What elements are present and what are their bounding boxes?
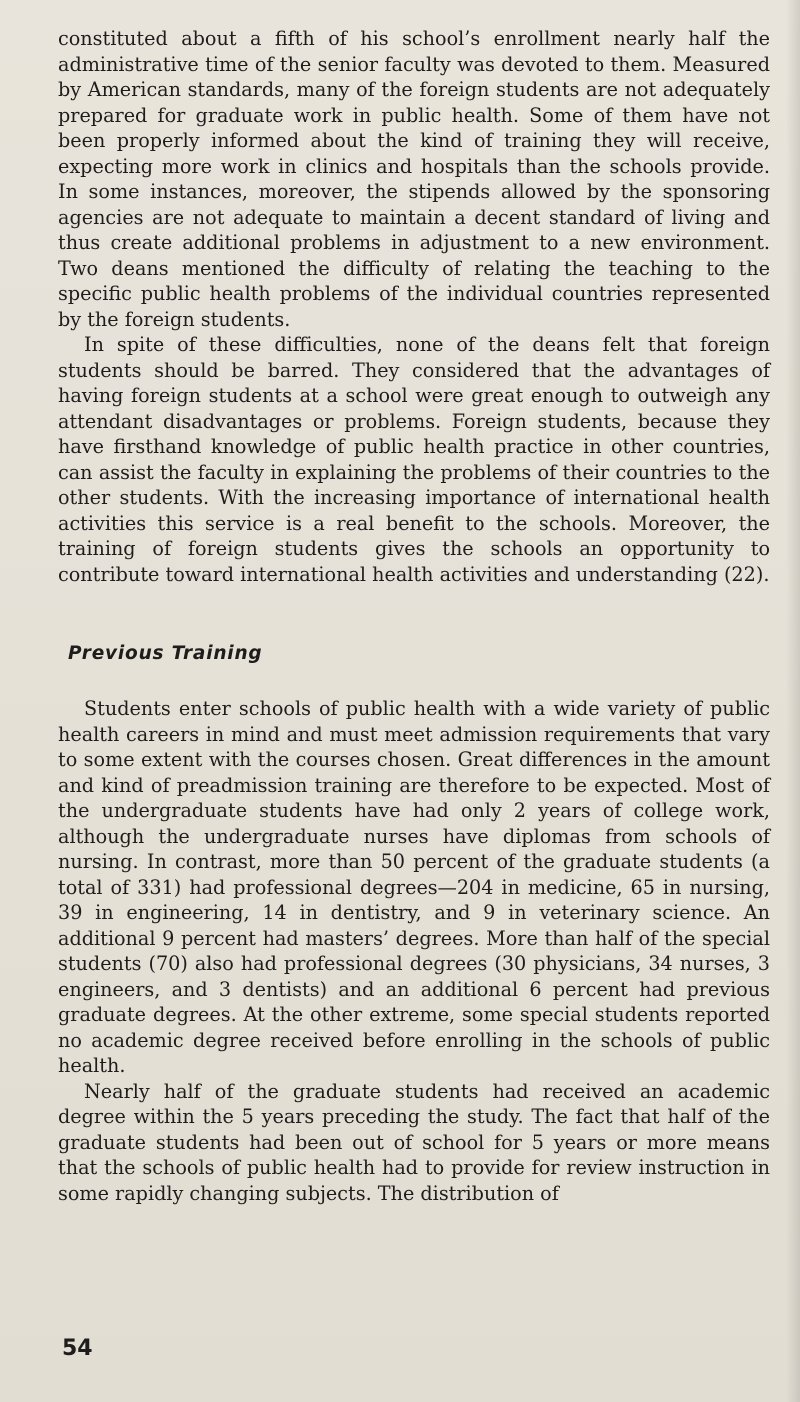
page-edge-shadow [786,0,800,1402]
paragraph-foreign-students-problems: constituted about a fifth of his school’s enrollment nearly half the administrative time of the senior faculty was devoted to them. Measured by American standards, many of the foreign students are not adequately prepared for graduate work in public health. Some of them have not been properly informed about the kind of training they will receive, expecting more work in clinics and hospitals than the schools provide. In some instances, moreover, the stipends allowed by the sponsoring agencies are not adequate to maintain a decent standard of living and thus create additional problems in adjustment to a new environment. Two deans mentioned the difficulty of relating the teaching to the specific public health problems of the individual countries represented by the foreign students. [58,27,770,331]
bottom-text-block [58,696,770,1206]
paragraph-foreign-students-advantages: In spite of these difficulties, none of the deans felt that foreign students should be barred. They considered that the advantages of having foreign students at a school were great enough to outweigh any attendant disadvantages or problems. Foreign students, because they have firsthand knowledge of public health practice in other countries, can assist the faculty in explaining the problems of their countries to the other students. With the increasing importance of international health activities this service is a real benefit to the schools. Moreover, the training of foreign students gives the schools an opportunity to contribute toward international health activities and understanding (22). [58,333,770,586]
top-text-block [58,26,770,587]
paragraph-recent-degrees: Nearly half of the graduate students had received an academic degree within the 5 years preceding the study. The fact that half of the graduate students had been out of school for 5 years or more means that the schools of public health had to provide for review instruction in some rapidly changing subjects. The distribution of [58,1079,770,1205]
page-number: 54 [62,1336,93,1361]
paragraph-admission-training: Students enter schools of public health with a wide variety of public health careers in mind and must meet admission requirements that vary to some extent with the courses chosen. Great differences in the amount and kind of preadmission training are therefore to be expected. Most of the undergraduate students have had only 2 years of college work, although the undergraduate nurses have diplomas from schools of nursing. In contrast, more than 50 percent of the graduate students (a total of 331) had professional degrees—204 in medicine, 65 in nursing, 39 in engineering, 14 in dentistry, and 9 in veterinary science. An additional 9 percent had masters’ degrees. More than half of the special students (70) also had professional degrees (30 physicians, 34 nurses, 3 engineers, and 3 dentists) and an additional 6 percent had previous graduate degrees. At the other extreme, some special students reported no academic degree received before enrolling in the schools of public health. [58,697,770,1077]
section-heading: Previous Training [68,643,263,664]
